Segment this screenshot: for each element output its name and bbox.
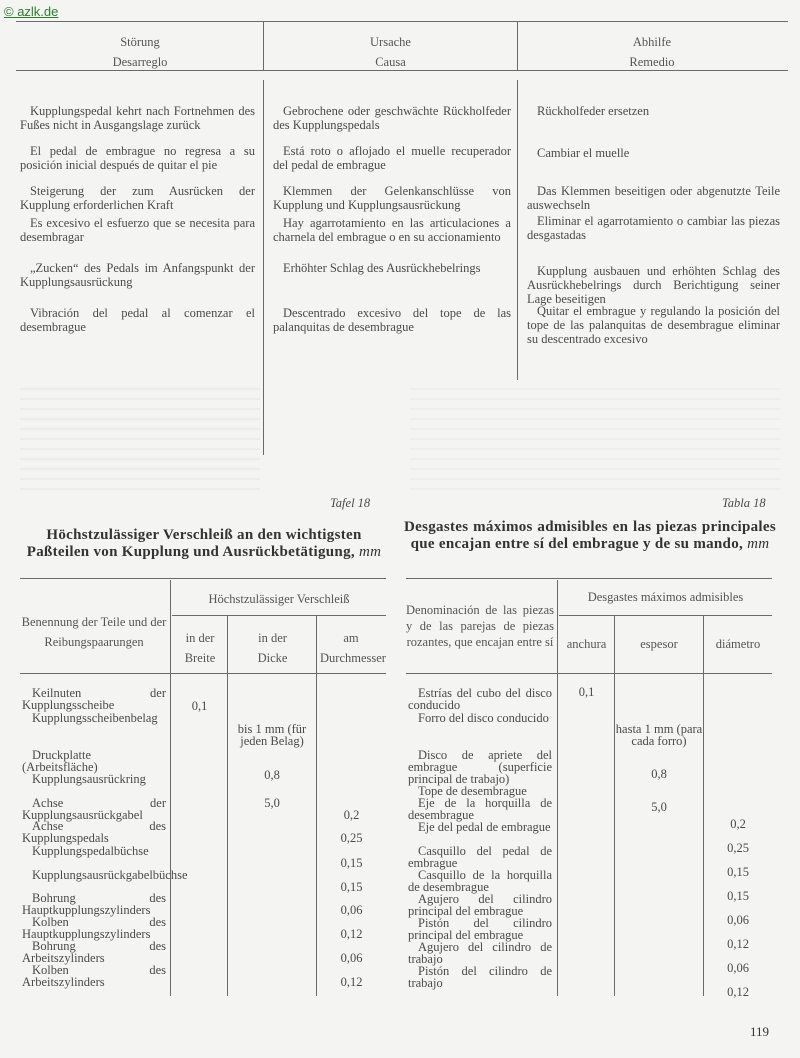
header-de: Ursache xyxy=(370,35,411,49)
table-cell: Vibración del pedal al comenzar el desembrague xyxy=(20,306,255,334)
table-cell: Quitar el embrague y regulando la posición del tope de las palanquitas de desembrague eliminar su descentrado excesivo xyxy=(527,304,780,346)
header-abhilfe xyxy=(522,32,782,72)
part-name: Achse der Kupplungsausrückgabel xyxy=(22,796,166,822)
header-ursache xyxy=(268,32,513,72)
wear-value-durchmesser: 0,06 xyxy=(340,903,363,917)
group-rule xyxy=(559,615,772,616)
part-name: Pistón del cilindro principal del embrague xyxy=(408,916,552,942)
header-part: Benennung der Teile und der Reibungspaarungen xyxy=(21,615,167,649)
wear-value-diametro: 0,15 xyxy=(727,865,749,879)
header-de: Störung xyxy=(120,35,160,49)
wear-value-durchmesser: 0,15 xyxy=(340,856,363,870)
header-group: Desgastes máximos admisibles xyxy=(587,590,744,604)
bleed-through xyxy=(20,380,260,490)
table-cell: Hay agarrotamiento en las articulaciones a charnela del embrague o en su accionamiento xyxy=(273,216,511,244)
table-cell: Eliminar el agarrotamiento o cambiar las piezas desgastadas xyxy=(527,214,780,242)
wear-value-durchmesser: 0,15 xyxy=(340,880,363,894)
wear-value-durchmesser: 0,2 xyxy=(343,808,360,822)
table-reference: Tafel 18 xyxy=(330,496,371,510)
header-es: Desarreglo xyxy=(112,55,168,69)
table-cell: Das Klemmen beseitigen oder abgenutzte Teile auswechseln xyxy=(527,184,780,212)
column-divider xyxy=(263,22,264,70)
wear-value-diametro: 0,06 xyxy=(727,913,749,927)
wear-value-durchmesser: 0,12 xyxy=(340,927,363,941)
part-name: Achse des Kupplungspedals xyxy=(22,819,166,845)
header-group: Höchstzulässiger Verschleiß xyxy=(208,592,350,606)
page-number: 119 xyxy=(750,1024,770,1039)
part-name: Druckplatte (Arbeitsfläche) xyxy=(22,748,98,774)
part-name: Kupplungspedalbüchse xyxy=(32,844,149,858)
table-cell: Descentrado excesivo del tope de las palanquitas de desembrague xyxy=(273,306,511,334)
part-name: Casquillo del pedal de embrague xyxy=(408,844,552,870)
wear-value-breite: 0,1 xyxy=(191,699,208,713)
table-top-rule xyxy=(16,21,788,22)
wear-value-durchmesser: 0,12 xyxy=(340,975,363,989)
table-cell: „Zucken“ des Pedals im Anfangspunkt der Kupplungsausrückung xyxy=(20,261,255,289)
table-cell: Kupplungspedal kehrt nach Fortnehmen des Fußes nicht in Ausgangslage zurück xyxy=(20,104,255,132)
column-divider xyxy=(170,580,171,996)
table-top-rule xyxy=(20,578,386,579)
table-cell: Es excesivo el esfuerzo que se necesita para desembragar xyxy=(20,216,255,244)
group-rule xyxy=(172,615,386,616)
title-text: Desgastes máximos admisibles en las piezas principales que encajan entre sí del embrague y de su mando, xyxy=(404,519,776,552)
wear-value-diametro: 0,25 xyxy=(727,841,749,855)
wear-value-dicke: 5,0 xyxy=(264,796,280,810)
part-name: Kupplungsausrückgabelbüchse xyxy=(32,868,188,882)
table-reference: Tabla 18 xyxy=(722,496,766,510)
wear-value-diametro: 0,2 xyxy=(730,817,746,831)
table-title xyxy=(404,519,776,553)
wear-value-dicke: 0,8 xyxy=(264,768,280,782)
part-name: Agujero del cilindro de trabajo xyxy=(408,940,552,966)
column-divider xyxy=(557,580,558,996)
header-col-diametro: diámetro xyxy=(715,637,761,651)
wear-value-diametro: 0,12 xyxy=(727,985,749,999)
table-cell: Gebrochene oder geschwächte Rückholfeder des Kupplungspedals xyxy=(273,104,511,132)
table-cell: Está roto o aflojado el muelle recuperador del pedal de embrague xyxy=(273,144,511,172)
header-es: Causa xyxy=(375,55,406,69)
wear-value-dicke: bis 1 mm (für jeden Belag) xyxy=(237,722,307,748)
part-name: Eje de la horquilla de desembrague xyxy=(408,796,552,822)
title-unit: mm xyxy=(747,536,770,552)
part-name: Tope de desembrague xyxy=(418,784,527,798)
part-name: Kupplungsscheibenbelag xyxy=(32,711,158,725)
table-top-rule xyxy=(406,578,772,579)
part-name: Forro del disco conducido xyxy=(418,711,549,725)
header-de: Abhilfe xyxy=(632,35,672,49)
table-cell: Kupplung ausbauen und erhöhten Schlag des Ausrückhebelrings durch Berichtigung seiner Lage beseitigen xyxy=(527,264,780,306)
wear-value-diametro: 0,06 xyxy=(727,961,749,975)
table-cell: El pedal de embrague no regresa a su posición inicial después de quitar el pie xyxy=(20,144,255,172)
part-name: Bohrung des Arbeitszylinders xyxy=(22,939,166,965)
part-name: Bohrung des Hauptkupplungszylinders xyxy=(22,891,166,917)
wear-value-espesor: hasta 1 mm (para cada forro) xyxy=(615,722,703,748)
part-name: Disco de apriete del embrague (superficie principal de trabajo) xyxy=(408,748,552,786)
header-col-anchura: anchura xyxy=(566,637,607,651)
part-name: Agujero del cilindro principal del embrague xyxy=(408,892,552,918)
table-cell: Erhöhter Schlag des Ausrückhebelrings xyxy=(283,261,481,275)
wear-value-durchmesser: 0,25 xyxy=(340,831,363,845)
title-unit: mm xyxy=(358,544,382,560)
header-col-dicke: in der Dicke xyxy=(257,631,288,665)
part-name: Kupplungsausrückring xyxy=(32,772,146,786)
table-cell: Cambiar el muelle xyxy=(537,146,630,160)
part-name: Casquillo de la horquilla de desembrague xyxy=(408,868,552,894)
table-cell: Steigerung der zum Ausrücken der Kupplung erforderlichen Kraft xyxy=(20,184,255,212)
watermark-link[interactable]: © azlk.de xyxy=(4,4,59,19)
title-text: Höchstzulässiger Verschleiß an den wichtigsten Paßteilen von Kupplung und Ausrückbetätigung, xyxy=(26,527,362,560)
header-part: Denominación de las piezas y de las parejas de piezas rozantes, que encajan entre sí xyxy=(406,603,554,649)
header-col-espesor: espesor xyxy=(640,637,678,651)
wear-value-espesor: 5,0 xyxy=(651,800,667,814)
header-col-breite: in der Breite xyxy=(184,631,216,665)
column-divider xyxy=(517,22,518,70)
part-name: Kolben des Arbeitszylinders xyxy=(22,963,166,989)
table-cell: Klemmen der Gelenkanschlüsse von Kupplung und Kupplungsausrückung xyxy=(273,184,511,212)
part-name: Kolben des Hauptkupplungszylinders xyxy=(22,915,166,941)
wear-value-diametro: 0,15 xyxy=(727,889,749,903)
part-name: Pistón del cilindro de trabajo xyxy=(408,964,552,990)
column-divider xyxy=(263,80,264,455)
header-bottom-rule xyxy=(20,673,386,674)
header-stoerung xyxy=(20,32,260,72)
part-name: Keilnuten der Kupplungsscheibe xyxy=(22,686,166,712)
wear-value-espesor: 0,8 xyxy=(651,767,667,781)
bleed-through xyxy=(410,380,780,490)
wear-value-durchmesser: 0,06 xyxy=(340,951,363,965)
part-name: Estrías del cubo del disco conducido xyxy=(408,686,552,712)
header-es: Remedio xyxy=(629,55,675,69)
wear-value-diametro: 0,12 xyxy=(727,937,749,951)
header-col-durchmesser: am Durchmesser xyxy=(320,631,386,665)
header-bottom-rule xyxy=(406,673,772,674)
table-title xyxy=(14,527,394,561)
part-name: Eje del pedal de embrague xyxy=(418,820,551,834)
table-cell: Rückholfeder ersetzen xyxy=(537,104,650,118)
wear-value-anchura: 0,1 xyxy=(578,685,595,699)
